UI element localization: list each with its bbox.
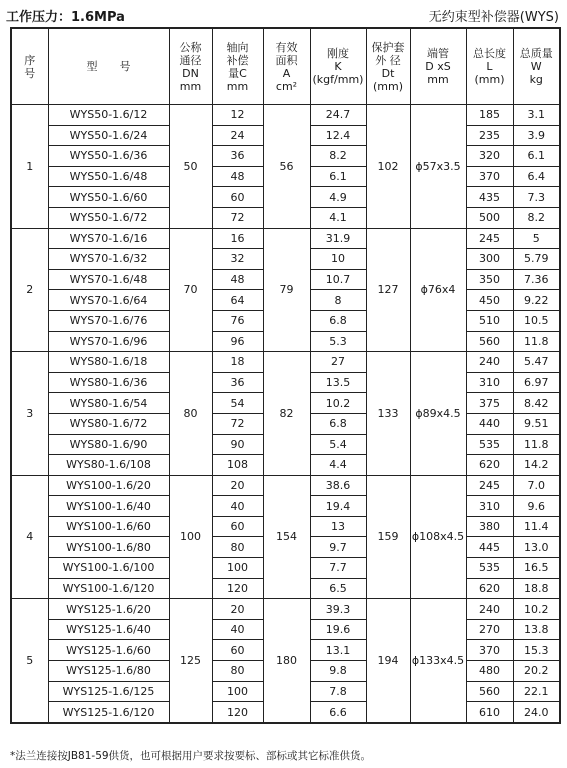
mass-cell: 20.2 bbox=[513, 661, 560, 682]
mass-cell: 9.6 bbox=[513, 496, 560, 517]
model-cell: WYS50-1.6/60 bbox=[48, 187, 169, 208]
model-cell: WYS100-1.6/120 bbox=[48, 578, 169, 599]
length-cell: 310 bbox=[466, 496, 513, 517]
length-cell: 440 bbox=[466, 413, 513, 434]
seq-cell: 2 bbox=[11, 228, 48, 352]
area-cell: 180 bbox=[263, 599, 310, 723]
mass-cell: 10.5 bbox=[513, 310, 560, 331]
length-cell: 350 bbox=[466, 269, 513, 290]
model-cell: WYS50-1.6/24 bbox=[48, 125, 169, 146]
sleeve-diameter-cell: 133 bbox=[366, 352, 410, 476]
mass-cell: 14.2 bbox=[513, 455, 560, 476]
header-line: 总质量 bbox=[519, 47, 553, 60]
stiffness-cell: 19.4 bbox=[310, 496, 366, 517]
header-line: 刚度 bbox=[327, 47, 349, 60]
header-line: 序 bbox=[24, 53, 36, 67]
end-pipe-cell: ϕ89x4.5 bbox=[410, 352, 466, 476]
model-cell: WYS125-1.6/20 bbox=[48, 599, 169, 620]
length-cell: 240 bbox=[466, 352, 513, 373]
compensation-cell: 18 bbox=[212, 352, 263, 373]
compensation-cell: 80 bbox=[212, 537, 263, 558]
sleeve-diameter-cell: 194 bbox=[366, 599, 410, 723]
length-cell: 620 bbox=[466, 455, 513, 476]
table-row bbox=[11, 352, 560, 373]
compensation-cell: 36 bbox=[212, 146, 263, 167]
area-cell: 56 bbox=[263, 105, 310, 229]
stiffness-cell: 13.5 bbox=[310, 372, 366, 393]
mass-cell: 6.1 bbox=[513, 146, 560, 167]
compensation-cell: 80 bbox=[212, 661, 263, 682]
header-line: cm² bbox=[275, 79, 298, 93]
header-line: K bbox=[334, 60, 342, 73]
model-cell: WYS50-1.6/12 bbox=[48, 105, 169, 126]
col-model-header bbox=[48, 28, 169, 105]
length-cell: 435 bbox=[466, 187, 513, 208]
stiffness-cell: 5.3 bbox=[310, 331, 366, 352]
compensation-cell: 24 bbox=[212, 125, 263, 146]
mass-cell: 15.3 bbox=[513, 640, 560, 661]
table-row bbox=[11, 475, 560, 496]
header-line: mm bbox=[226, 79, 249, 93]
stiffness-cell: 6.6 bbox=[310, 702, 366, 723]
mass-cell: 7.3 bbox=[513, 187, 560, 208]
header-line: mm bbox=[427, 73, 449, 86]
compensation-cell: 54 bbox=[212, 393, 263, 414]
mass-cell: 9.22 bbox=[513, 290, 560, 311]
sleeve-diameter-cell: 102 bbox=[366, 105, 410, 229]
compensation-cell: 32 bbox=[212, 249, 263, 270]
stiffness-cell: 8 bbox=[310, 290, 366, 311]
header-line: 总长度 bbox=[473, 47, 506, 60]
stiffness-cell: 24.7 bbox=[310, 105, 366, 126]
mass-cell: 18.8 bbox=[513, 578, 560, 599]
compensation-cell: 12 bbox=[212, 105, 263, 126]
stiffness-cell: 6.8 bbox=[310, 413, 366, 434]
length-cell: 380 bbox=[466, 516, 513, 537]
header-line: L bbox=[486, 60, 493, 73]
model-cell: WYS100-1.6/20 bbox=[48, 475, 169, 496]
model-cell: WYS70-1.6/96 bbox=[48, 331, 169, 352]
mass-cell: 8.42 bbox=[513, 393, 560, 414]
compensation-cell: 72 bbox=[212, 413, 263, 434]
mass-cell: 9.51 bbox=[513, 413, 560, 434]
compensation-cell: 60 bbox=[212, 187, 263, 208]
compensation-cell: 40 bbox=[212, 619, 263, 640]
model-cell: WYS125-1.6/40 bbox=[48, 619, 169, 640]
end-pipe-cell: ϕ133x4.5 bbox=[410, 599, 466, 723]
compensation-cell: 60 bbox=[212, 640, 263, 661]
header-line: Dt bbox=[381, 66, 395, 80]
mass-cell: 6.97 bbox=[513, 372, 560, 393]
length-cell: 620 bbox=[466, 578, 513, 599]
sleeve-diameter-cell: 127 bbox=[366, 228, 410, 352]
stiffness-cell: 6.5 bbox=[310, 578, 366, 599]
compensation-cell: 76 bbox=[212, 310, 263, 331]
dn-cell: 100 bbox=[169, 475, 212, 599]
length-cell: 500 bbox=[466, 207, 513, 228]
working-pressure: 工作压力：1.6MPa bbox=[6, 10, 125, 25]
mass-cell: 13.0 bbox=[513, 537, 560, 558]
col-seq-header bbox=[11, 28, 48, 105]
model-cell: WYS70-1.6/32 bbox=[48, 249, 169, 270]
header-line: 号 bbox=[24, 66, 36, 80]
length-cell: 310 bbox=[466, 372, 513, 393]
header-line: 量C bbox=[228, 66, 247, 80]
header bbox=[4, 6, 559, 24]
col-sleeve-header bbox=[366, 28, 410, 105]
mass-cell: 22.1 bbox=[513, 681, 560, 702]
header-line: A bbox=[282, 66, 291, 80]
model-cell: WYS125-1.6/60 bbox=[48, 640, 169, 661]
header-line: 端管 bbox=[427, 47, 449, 60]
compensation-cell: 96 bbox=[212, 331, 263, 352]
length-cell: 610 bbox=[466, 702, 513, 723]
stiffness-cell: 31.9 bbox=[310, 228, 366, 249]
compensation-cell: 60 bbox=[212, 516, 263, 537]
compensation-cell: 64 bbox=[212, 290, 263, 311]
mass-cell: 3.1 bbox=[513, 105, 560, 126]
model-cell: WYS70-1.6/64 bbox=[48, 290, 169, 311]
model-cell: WYS70-1.6/16 bbox=[48, 228, 169, 249]
stiffness-cell: 8.2 bbox=[310, 146, 366, 167]
stiffness-cell: 7.7 bbox=[310, 558, 366, 579]
header-line: 面积 bbox=[275, 53, 298, 67]
stiffness-cell: 10 bbox=[310, 249, 366, 270]
col-area-header bbox=[263, 28, 310, 105]
header-line: 型 号 bbox=[86, 60, 131, 73]
length-cell: 560 bbox=[466, 331, 513, 352]
table-header-row bbox=[11, 28, 560, 105]
mass-cell: 24.0 bbox=[513, 702, 560, 723]
mass-cell: 7.0 bbox=[513, 475, 560, 496]
model-cell: WYS80-1.6/108 bbox=[48, 455, 169, 476]
compensation-cell: 40 bbox=[212, 496, 263, 517]
sleeve-diameter-cell: 159 bbox=[366, 475, 410, 599]
model-cell: WYS80-1.6/18 bbox=[48, 352, 169, 373]
area-cell: 79 bbox=[263, 228, 310, 352]
stiffness-cell: 9.8 bbox=[310, 661, 366, 682]
col-length-header bbox=[466, 28, 513, 105]
end-pipe-cell: ϕ76x4 bbox=[410, 228, 466, 352]
header-line: 外 径 bbox=[375, 53, 401, 67]
model-cell: WYS50-1.6/72 bbox=[48, 207, 169, 228]
seq-cell: 3 bbox=[11, 352, 48, 476]
length-cell: 535 bbox=[466, 558, 513, 579]
length-cell: 245 bbox=[466, 228, 513, 249]
mass-cell: 11.8 bbox=[513, 331, 560, 352]
col-mass-header bbox=[513, 28, 560, 105]
compensation-cell: 20 bbox=[212, 599, 263, 620]
header-line: W bbox=[530, 60, 542, 73]
stiffness-cell: 10.2 bbox=[310, 393, 366, 414]
mass-cell: 16.5 bbox=[513, 558, 560, 579]
stiffness-cell: 4.9 bbox=[310, 187, 366, 208]
stiffness-cell: 27 bbox=[310, 352, 366, 373]
compensation-cell: 16 bbox=[212, 228, 263, 249]
seq-cell: 4 bbox=[11, 475, 48, 599]
header-line: (mm) bbox=[474, 73, 505, 86]
length-cell: 300 bbox=[466, 249, 513, 270]
mass-cell: 10.2 bbox=[513, 599, 560, 620]
length-cell: 375 bbox=[466, 393, 513, 414]
dn-cell: 50 bbox=[169, 105, 212, 229]
model-cell: WYS125-1.6/125 bbox=[48, 681, 169, 702]
mass-cell: 3.9 bbox=[513, 125, 560, 146]
spec-table bbox=[10, 27, 561, 724]
header-line: (mm) bbox=[372, 79, 403, 93]
stiffness-cell: 4.1 bbox=[310, 207, 366, 228]
model-cell: WYS100-1.6/100 bbox=[48, 558, 169, 579]
compensation-cell: 100 bbox=[212, 558, 263, 579]
header-line: 补偿 bbox=[226, 53, 249, 67]
compensation-cell: 48 bbox=[212, 269, 263, 290]
length-cell: 560 bbox=[466, 681, 513, 702]
table-row bbox=[11, 105, 560, 126]
header-line: mm bbox=[179, 79, 202, 93]
col-dn-header bbox=[169, 28, 212, 105]
model-cell: WYS50-1.6/48 bbox=[48, 166, 169, 187]
model-cell: WYS70-1.6/76 bbox=[48, 310, 169, 331]
model-cell: WYS80-1.6/72 bbox=[48, 413, 169, 434]
model-cell: WYS80-1.6/54 bbox=[48, 393, 169, 414]
area-cell: 154 bbox=[263, 475, 310, 599]
length-cell: 185 bbox=[466, 105, 513, 126]
compensation-cell: 120 bbox=[212, 702, 263, 723]
stiffness-cell: 13 bbox=[310, 516, 366, 537]
length-cell: 270 bbox=[466, 619, 513, 640]
table-row bbox=[11, 599, 560, 620]
compensation-cell: 72 bbox=[212, 207, 263, 228]
length-cell: 535 bbox=[466, 434, 513, 455]
header-line: DN bbox=[182, 66, 199, 80]
stiffness-cell: 10.7 bbox=[310, 269, 366, 290]
stiffness-cell: 9.7 bbox=[310, 537, 366, 558]
area-cell: 82 bbox=[263, 352, 310, 476]
compensation-cell: 36 bbox=[212, 372, 263, 393]
compensation-cell: 100 bbox=[212, 681, 263, 702]
model-cell: WYS80-1.6/36 bbox=[48, 372, 169, 393]
model-cell: WYS80-1.6/90 bbox=[48, 434, 169, 455]
dn-cell: 80 bbox=[169, 352, 212, 476]
mass-cell: 11.4 bbox=[513, 516, 560, 537]
length-cell: 240 bbox=[466, 599, 513, 620]
stiffness-cell: 7.8 bbox=[310, 681, 366, 702]
mass-cell: 5.79 bbox=[513, 249, 560, 270]
end-pipe-cell: ϕ57x3.5 bbox=[410, 105, 466, 229]
model-cell: WYS70-1.6/48 bbox=[48, 269, 169, 290]
stiffness-cell: 5.4 bbox=[310, 434, 366, 455]
header-line: (kgf/mm) bbox=[312, 73, 364, 86]
col-endpipe-header bbox=[410, 28, 466, 105]
mass-cell: 13.8 bbox=[513, 619, 560, 640]
mass-cell: 8.2 bbox=[513, 207, 560, 228]
mass-cell: 5 bbox=[513, 228, 560, 249]
mass-cell: 7.36 bbox=[513, 269, 560, 290]
dn-cell: 70 bbox=[169, 228, 212, 352]
seq-cell: 1 bbox=[11, 105, 48, 229]
compensation-cell: 48 bbox=[212, 166, 263, 187]
col-stiffness-header bbox=[310, 28, 366, 105]
header-line: 公称 bbox=[179, 40, 202, 54]
dn-cell: 125 bbox=[169, 599, 212, 723]
length-cell: 510 bbox=[466, 310, 513, 331]
stiffness-cell: 4.4 bbox=[310, 455, 366, 476]
length-cell: 245 bbox=[466, 475, 513, 496]
length-cell: 450 bbox=[466, 290, 513, 311]
model-cell: WYS125-1.6/120 bbox=[48, 702, 169, 723]
model-cell: WYS50-1.6/36 bbox=[48, 146, 169, 167]
header-line: 轴向 bbox=[226, 40, 249, 54]
mass-cell: 11.8 bbox=[513, 434, 560, 455]
mass-cell: 5.47 bbox=[513, 352, 560, 373]
compensation-cell: 90 bbox=[212, 434, 263, 455]
compensation-cell: 108 bbox=[212, 455, 263, 476]
model-cell: WYS100-1.6/40 bbox=[48, 496, 169, 517]
length-cell: 445 bbox=[466, 537, 513, 558]
mass-cell: 6.4 bbox=[513, 166, 560, 187]
page-title: 无约束型补偿器(WYS) bbox=[428, 10, 559, 25]
stiffness-cell: 39.3 bbox=[310, 599, 366, 620]
header-line: 通径 bbox=[179, 53, 202, 67]
col-comp-header bbox=[212, 28, 263, 105]
stiffness-cell: 6.8 bbox=[310, 310, 366, 331]
header-line: kg bbox=[529, 73, 543, 86]
header-line: D xS bbox=[425, 60, 451, 73]
stiffness-cell: 13.1 bbox=[310, 640, 366, 661]
model-cell: WYS100-1.6/80 bbox=[48, 537, 169, 558]
end-pipe-cell: ϕ108x4.5 bbox=[410, 475, 466, 599]
compensation-cell: 20 bbox=[212, 475, 263, 496]
model-cell: WYS100-1.6/60 bbox=[48, 516, 169, 537]
stiffness-cell: 6.1 bbox=[310, 166, 366, 187]
stiffness-cell: 12.4 bbox=[310, 125, 366, 146]
model-cell: WYS125-1.6/80 bbox=[48, 661, 169, 682]
footnote: *法兰连接按JB81-59供货，也可根据用户要求按要标、部标或其它标准供货。 bbox=[10, 750, 372, 762]
header-line: 有效 bbox=[275, 40, 298, 54]
seq-cell: 5 bbox=[11, 599, 48, 723]
header-line: 保护套 bbox=[371, 40, 405, 54]
table-row bbox=[11, 228, 560, 249]
stiffness-cell: 19.6 bbox=[310, 619, 366, 640]
length-cell: 370 bbox=[466, 166, 513, 187]
stiffness-cell: 38.6 bbox=[310, 475, 366, 496]
length-cell: 235 bbox=[466, 125, 513, 146]
length-cell: 480 bbox=[466, 661, 513, 682]
compensation-cell: 120 bbox=[212, 578, 263, 599]
length-cell: 370 bbox=[466, 640, 513, 661]
length-cell: 320 bbox=[466, 146, 513, 167]
